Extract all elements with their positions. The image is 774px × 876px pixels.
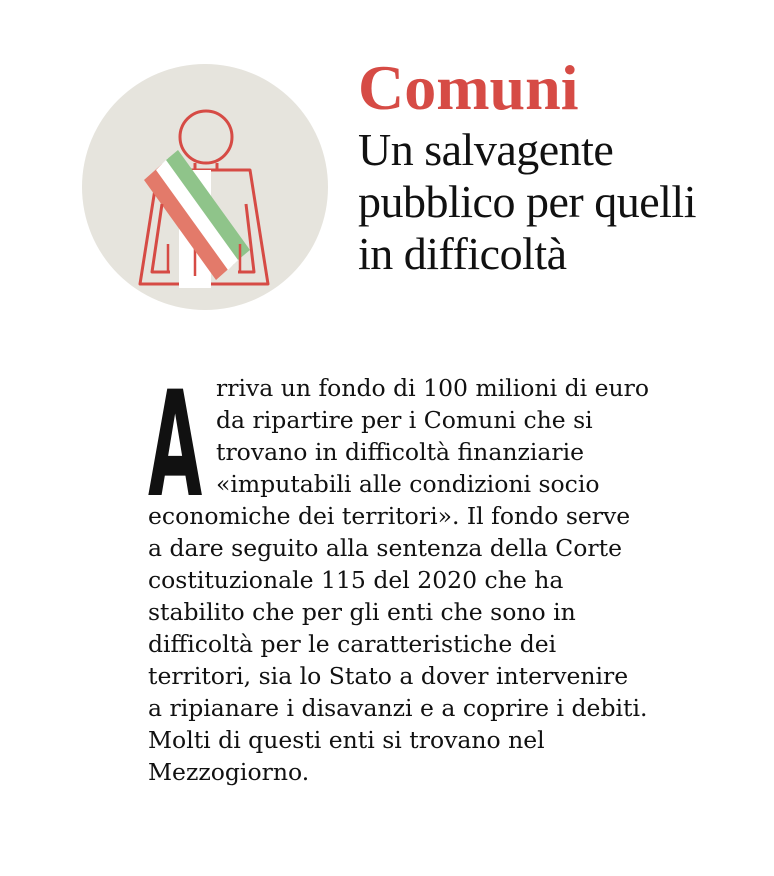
article-line: «imputabili alle condizioni socio	[216, 470, 600, 498]
article-line: a ripianare i disavanzi e a coprire i debiti.	[148, 694, 648, 722]
article-line: stabilito che per gli enti che sono in	[148, 598, 576, 626]
article-line: da ripartire per i Comuni che si	[216, 406, 593, 434]
headline-line: Un salvagente	[358, 124, 614, 175]
illustration-circle	[82, 64, 328, 310]
article-line: a dare seguito alla sentenza della Corte	[148, 534, 623, 562]
article-line: territori, sia lo Stato a dover intervenire	[148, 662, 629, 690]
article-line: economiche dei territori». Il fondo serve	[148, 502, 631, 530]
headline	[358, 124, 758, 280]
headline-line: pubblico per quelli	[358, 176, 696, 227]
article-line: trovano in difficoltà finanziarie	[216, 438, 585, 466]
article-line: difficoltà per le caratteristiche dei	[148, 630, 557, 658]
drop-cap: A	[148, 360, 203, 530]
article-line: rriva un fondo di 100 milioni di euro	[216, 374, 650, 402]
headline-line: in difficoltà	[358, 228, 567, 279]
article-line: costituzionale 115 del 2020 che ha	[148, 566, 564, 594]
article-line: Molti di questi enti si trovano nel	[148, 726, 545, 754]
mayor-sash-icon	[82, 64, 328, 310]
section-kicker: Comuni	[358, 52, 579, 123]
article-line: Mezzogiorno.	[148, 758, 310, 786]
